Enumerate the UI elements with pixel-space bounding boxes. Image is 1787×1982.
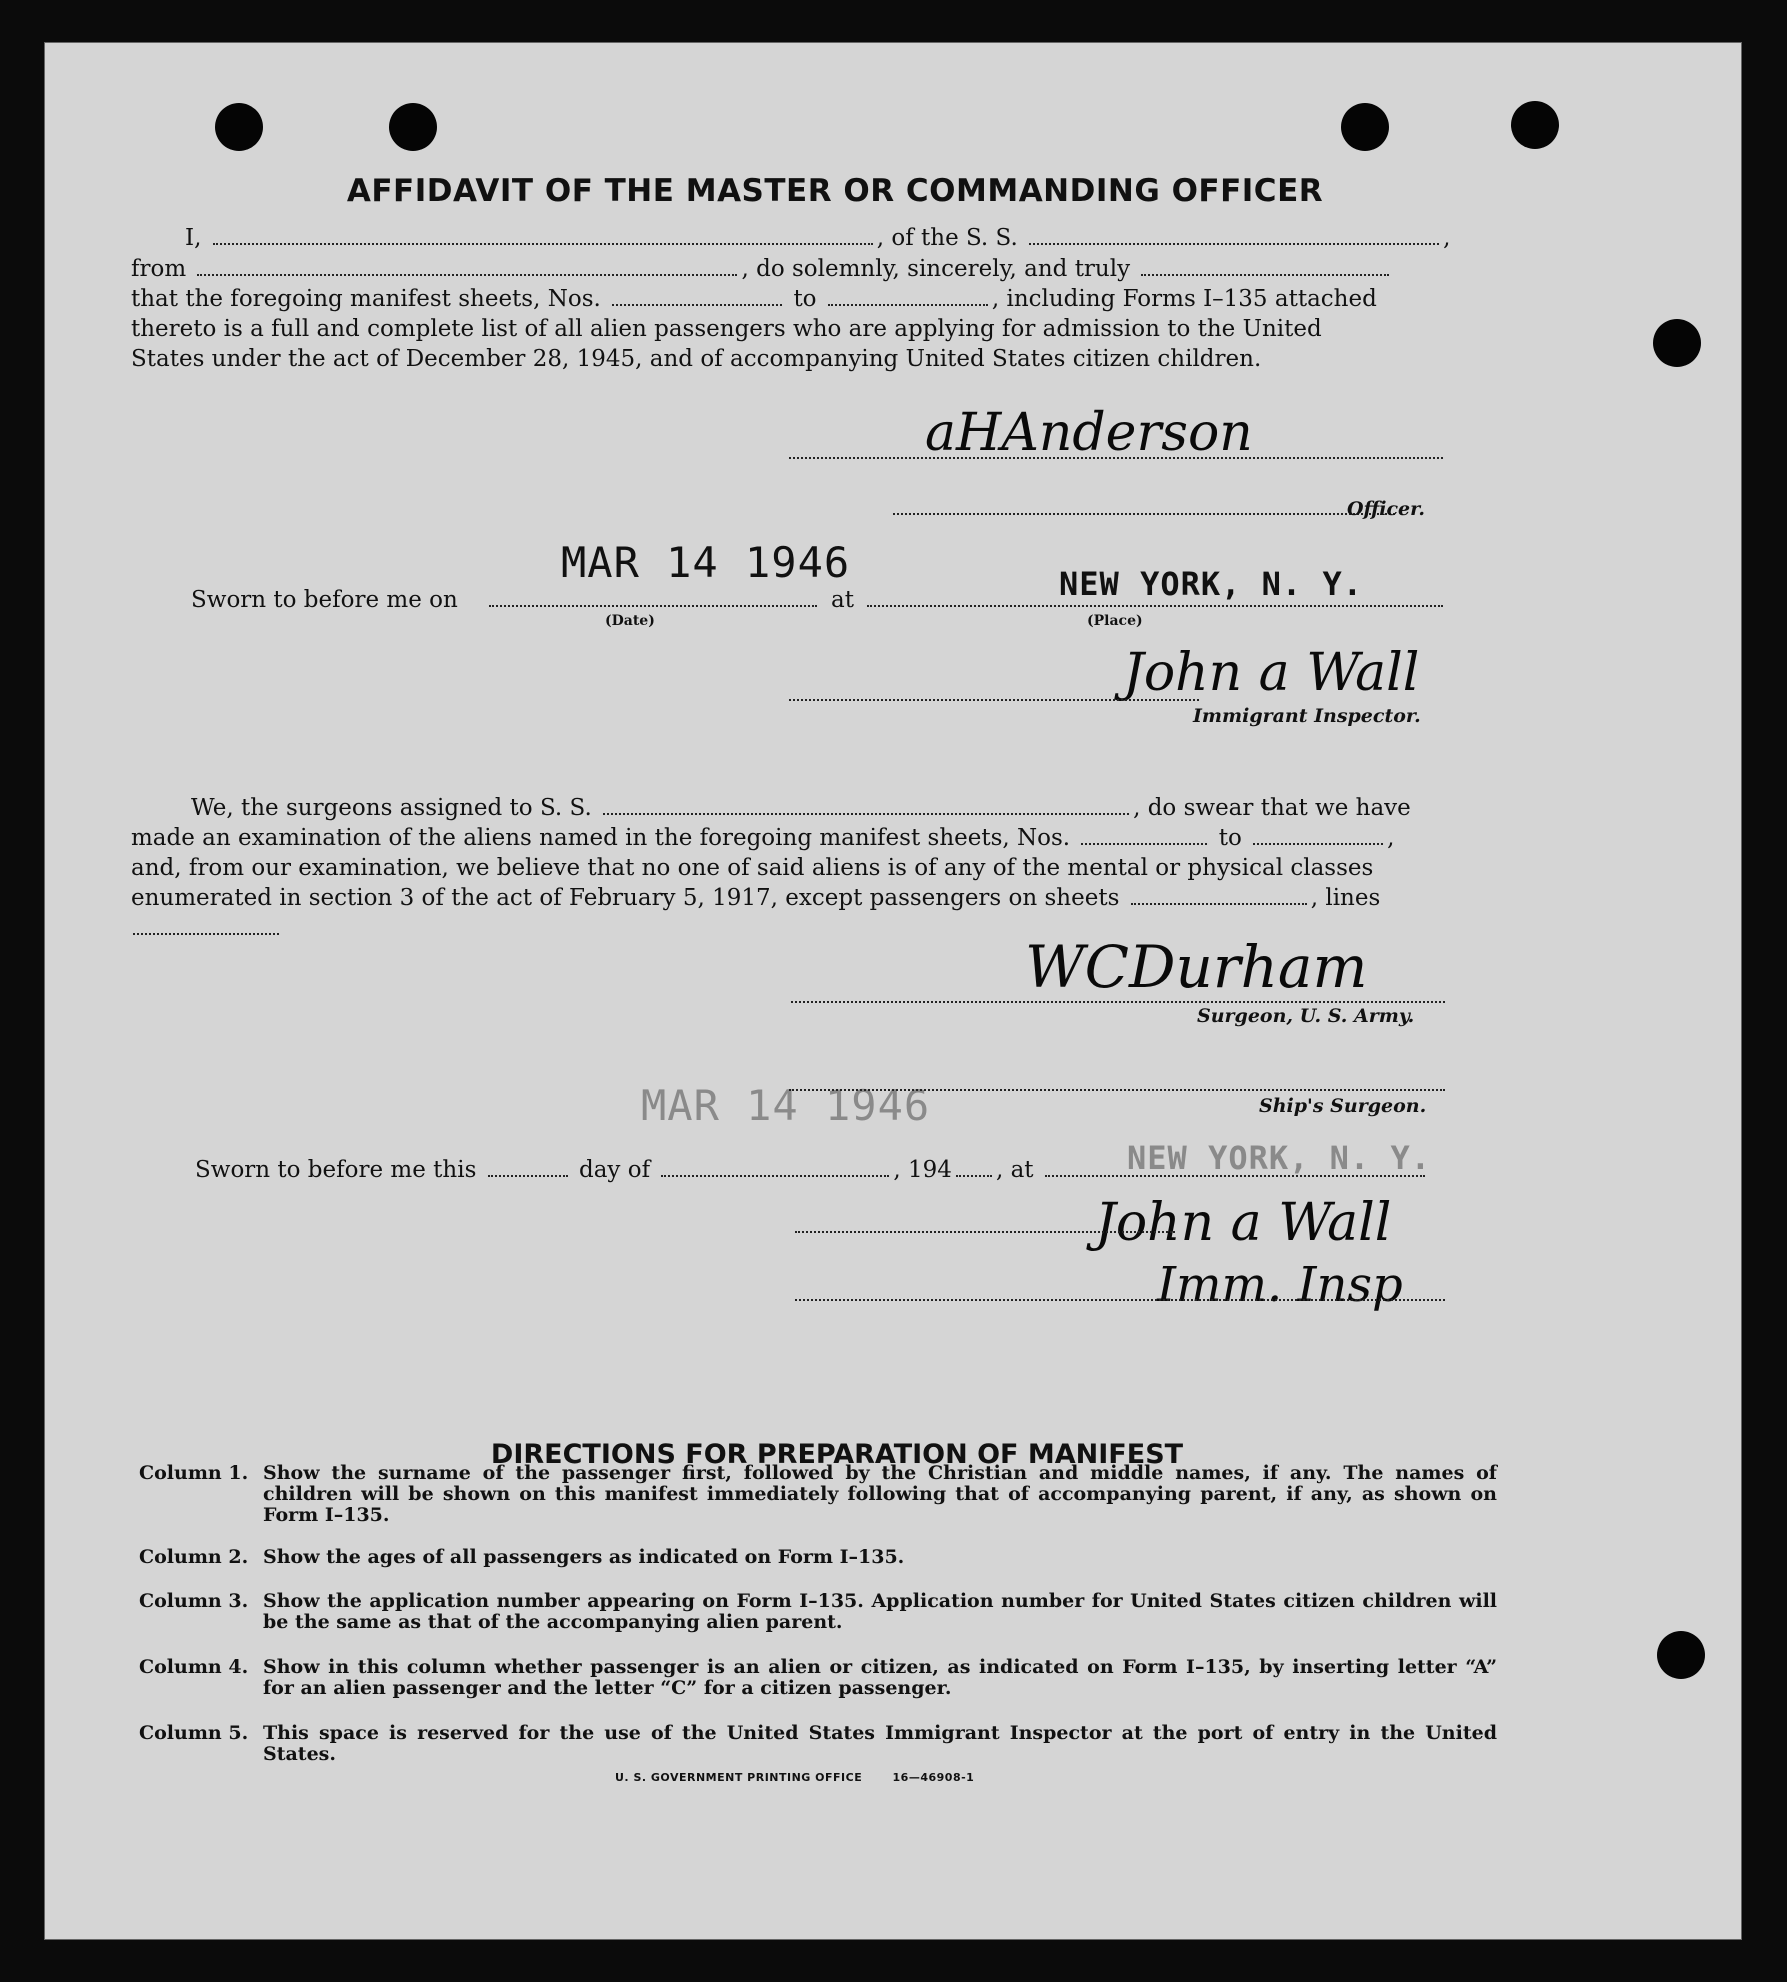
affidavit-text: , including Forms I–135 attached	[991, 286, 1377, 312]
punch-hole	[1341, 103, 1389, 151]
surgeons-text: We, the surgeons assigned to S. S.	[191, 795, 592, 821]
date-stamp: MAR 14 1946	[561, 538, 851, 587]
faint-place-stamp: NEW YORK, N. Y.	[1127, 1139, 1431, 1177]
inspector2-line	[795, 1231, 1175, 1233]
direction-text: Show the application number appearing on Form I–135. Application number for United States citizen children will be the same as that of the accompanying alien parent.	[263, 1590, 1497, 1633]
sheet-from-blank	[612, 286, 782, 306]
affidavit-text: I,	[185, 225, 202, 251]
surgeons-line-2	[131, 823, 1394, 853]
affidavit-line-2	[131, 254, 1393, 284]
faint-date-stamp: MAR 14 1946	[641, 1081, 931, 1130]
surgeons-text: to	[1218, 825, 1242, 851]
officer-line	[893, 513, 1395, 515]
affidavit-text: from	[131, 256, 187, 282]
surgeons-line-3: and, from our examination, we believe that no one of said aliens is of any of the mental or physical classes	[131, 855, 1374, 881]
affidavit-text: to	[793, 286, 817, 312]
affidavit-line-4: thereto is a full and complete list of all alien passengers who are applying for admission to the United	[131, 316, 1322, 342]
document-page	[44, 42, 1742, 1940]
printer-name: U. S. GOVERNMENT PRINTING OFFICE	[615, 1771, 863, 1784]
inspector2-title-line	[795, 1299, 1445, 1301]
army-surgeon-caption: Surgeon, U. S. Army.	[1197, 1005, 1415, 1027]
surgeons-text: , do swear that we have	[1133, 795, 1411, 821]
place-blank	[867, 605, 1443, 607]
affidavit-line-3	[131, 284, 1377, 314]
place2-blank	[1045, 1157, 1425, 1177]
direction-text: This space is reserved for the use of the United States Immigrant Inspector at the port of entry in the United States.	[263, 1722, 1497, 1765]
master-signature: aHAnderson	[925, 403, 1253, 463]
inspector-signature: John a Wall	[1123, 643, 1420, 703]
punch-hole	[215, 103, 263, 151]
signature-line	[789, 457, 1443, 459]
punch-hole	[1653, 319, 1701, 367]
place-stamp: NEW YORK, N. Y.	[1059, 565, 1363, 603]
surgeons-line-1	[191, 793, 1411, 823]
except-sheets-blank	[1131, 885, 1307, 905]
sworn-line-2	[195, 1155, 1429, 1185]
direction-label: Column 4.	[139, 1656, 249, 1678]
inspector2-signature: John a Wall	[1095, 1193, 1392, 1253]
place-caption: (Place)	[1087, 613, 1143, 629]
surgeons-text: ,	[1387, 825, 1395, 851]
sworn2-text: day of	[579, 1157, 651, 1183]
printing-office-footer	[615, 1771, 974, 1784]
affidavit-text: that the foregoing manifest sheets, Nos.	[131, 286, 601, 312]
sworn2-text: , 194	[893, 1157, 952, 1183]
direction-text: Show the ages of all passengers as indicated on Form I–135.	[263, 1546, 905, 1568]
lines-blank	[133, 933, 279, 935]
army-surgeon-line	[791, 1001, 1445, 1003]
direction-label: Column 1.	[139, 1462, 249, 1484]
affidavit-line-5: States under the act of December 28, 1945, and of accompanying United States citizen children.	[131, 346, 1262, 372]
affidavit-text: ,	[1443, 225, 1451, 251]
surgeons-text: enumerated in section 3 of the act of February 5, 1917, except passengers on sheets	[131, 885, 1120, 911]
inspector2-title-signature: Imm. Insp	[1157, 1257, 1403, 1313]
punch-hole	[1657, 1631, 1705, 1679]
sworn2-text: Sworn to before me this	[195, 1157, 477, 1183]
sworn-line-1: Sworn to before me on	[191, 587, 458, 613]
ship-surgeon-caption: Ship's Surgeon.	[1259, 1095, 1427, 1117]
ship-name-blank	[1029, 225, 1439, 245]
punch-hole	[1511, 101, 1559, 149]
form-number: 16—46908-1	[892, 1771, 975, 1784]
from-blank	[197, 256, 737, 276]
direction-label: Column 2.	[139, 1546, 249, 1568]
date-caption: (Date)	[605, 613, 655, 629]
declaration-blank	[1141, 256, 1389, 276]
direction-text: Show in this column whether passenger is an alien or citizen, as indicated on Form I–135, by inserting letter “A” for an alien passenger and the letter “C” for a citizen passenger.	[263, 1656, 1497, 1699]
direction-label: Column 3.	[139, 1590, 249, 1612]
inspector-caption: Immigrant Inspector.	[1193, 705, 1421, 727]
month-blank	[661, 1157, 889, 1177]
ship-surgeon-line	[789, 1089, 1445, 1091]
officer-caption: Officer.	[1347, 498, 1426, 520]
army-surgeon-signature: WCDurham	[1025, 933, 1368, 1001]
at-label: at	[831, 587, 854, 613]
surgeons-text: , lines	[1310, 885, 1381, 911]
affidavit-line-1	[185, 223, 1450, 253]
name-blank	[213, 225, 873, 245]
form-title: AFFIDAVIT OF THE MASTER OR COMMANDING OFFICER	[346, 173, 1324, 209]
sworn2-text: , at	[995, 1157, 1034, 1183]
punch-hole	[389, 103, 437, 151]
directions-title: DIRECTIONS FOR PREPARATION OF MANIFEST	[490, 1439, 1184, 1470]
surgeon-sheet-to-blank	[1253, 825, 1383, 845]
surgeons-line-4	[131, 883, 1380, 913]
affidavit-text: , of the S. S.	[876, 225, 1018, 251]
surgeon-sheet-from-blank	[1081, 825, 1207, 845]
surgeons-text: made an examination of the aliens named in the foregoing manifest sheets, Nos.	[131, 825, 1071, 851]
year-blank	[956, 1157, 992, 1177]
affidavit-text: , do solemnly, sincerely, and truly	[741, 256, 1131, 282]
direction-label: Column 5.	[139, 1722, 249, 1744]
sheet-to-blank	[828, 286, 988, 306]
surgeon-ship-blank	[603, 795, 1129, 815]
inspector-line	[789, 699, 1199, 701]
direction-text: Show the surname of the passenger first, followed by the Christian and middle names, if any. The names of children will be shown on this manifest immediately following that of accompanying parent, if any, as shown on Form I–135.	[263, 1462, 1497, 1526]
date-blank	[489, 605, 817, 607]
day-blank	[488, 1157, 568, 1177]
